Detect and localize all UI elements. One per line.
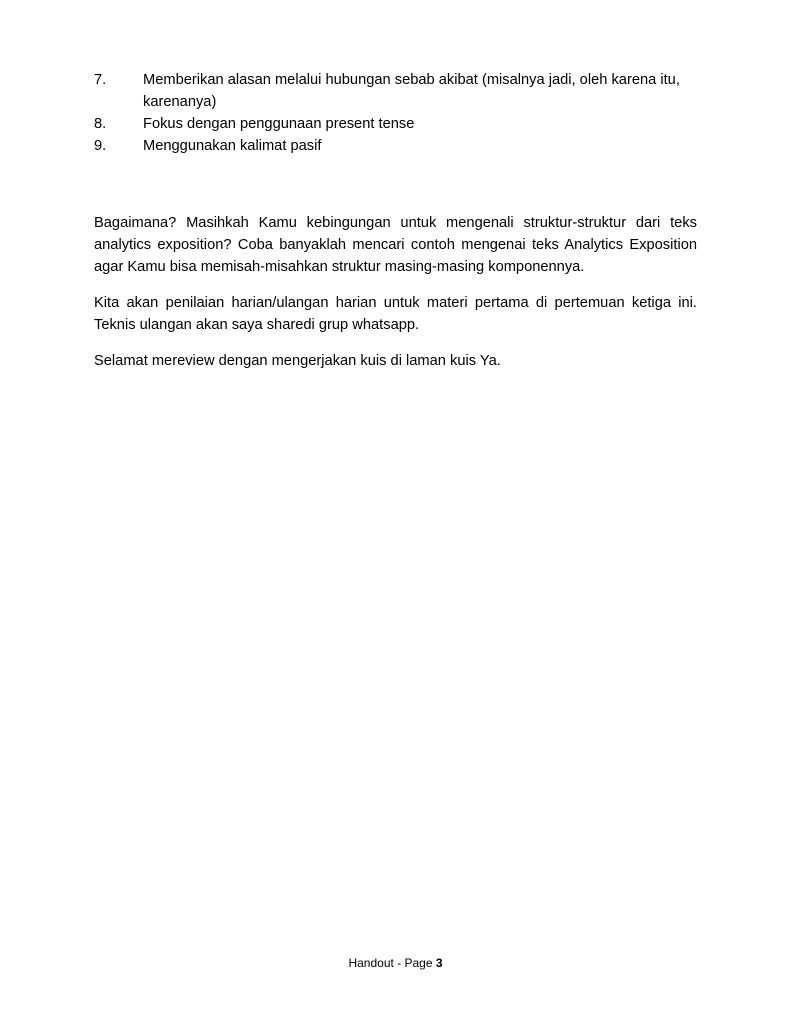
- list-item-text: Fokus dengan penggunaan present tense: [143, 116, 415, 132]
- paragraph: Selamat mereview dengan mengerjakan kuis di laman kuis Ya.: [94, 353, 501, 369]
- paragraph: Kita akan penilaian harian/ulangan harian untuk materi pertama di pertemuan ketiga ini. Teknis ulangan akan saya sharedi grup whatsapp.: [94, 295, 697, 333]
- list-item-number: 8.: [94, 116, 107, 132]
- footer-page-number: 3: [435, 956, 443, 970]
- list-item: [94, 113, 697, 135]
- list-item-number: 7.: [94, 72, 107, 88]
- list-item-text: Menggunakan kalimat pasif: [143, 138, 322, 154]
- list-item-text: Memberikan alasan melalui hubungan sebab akibat (misalnya jadi, oleh karena itu, karenanya): [143, 72, 680, 110]
- list-item: [94, 135, 697, 157]
- footer-label: Handout - Page: [348, 956, 436, 970]
- body-paragraphs: [94, 212, 697, 372]
- page-content: [94, 69, 697, 386]
- list-item: [94, 69, 697, 113]
- numbered-list: [94, 69, 697, 157]
- page-footer: [0, 955, 791, 971]
- paragraph: Bagaimana? Masihkah Kamu kebingungan untuk mengenali struktur-struktur dari teks analytics exposition? Coba banyaklah mencari contoh mengenai teks Analytics Exposition agar Kamu bisa memisah-misahkan struktur masing-masing komponennya.: [94, 215, 697, 275]
- list-item-number: 9.: [94, 138, 107, 154]
